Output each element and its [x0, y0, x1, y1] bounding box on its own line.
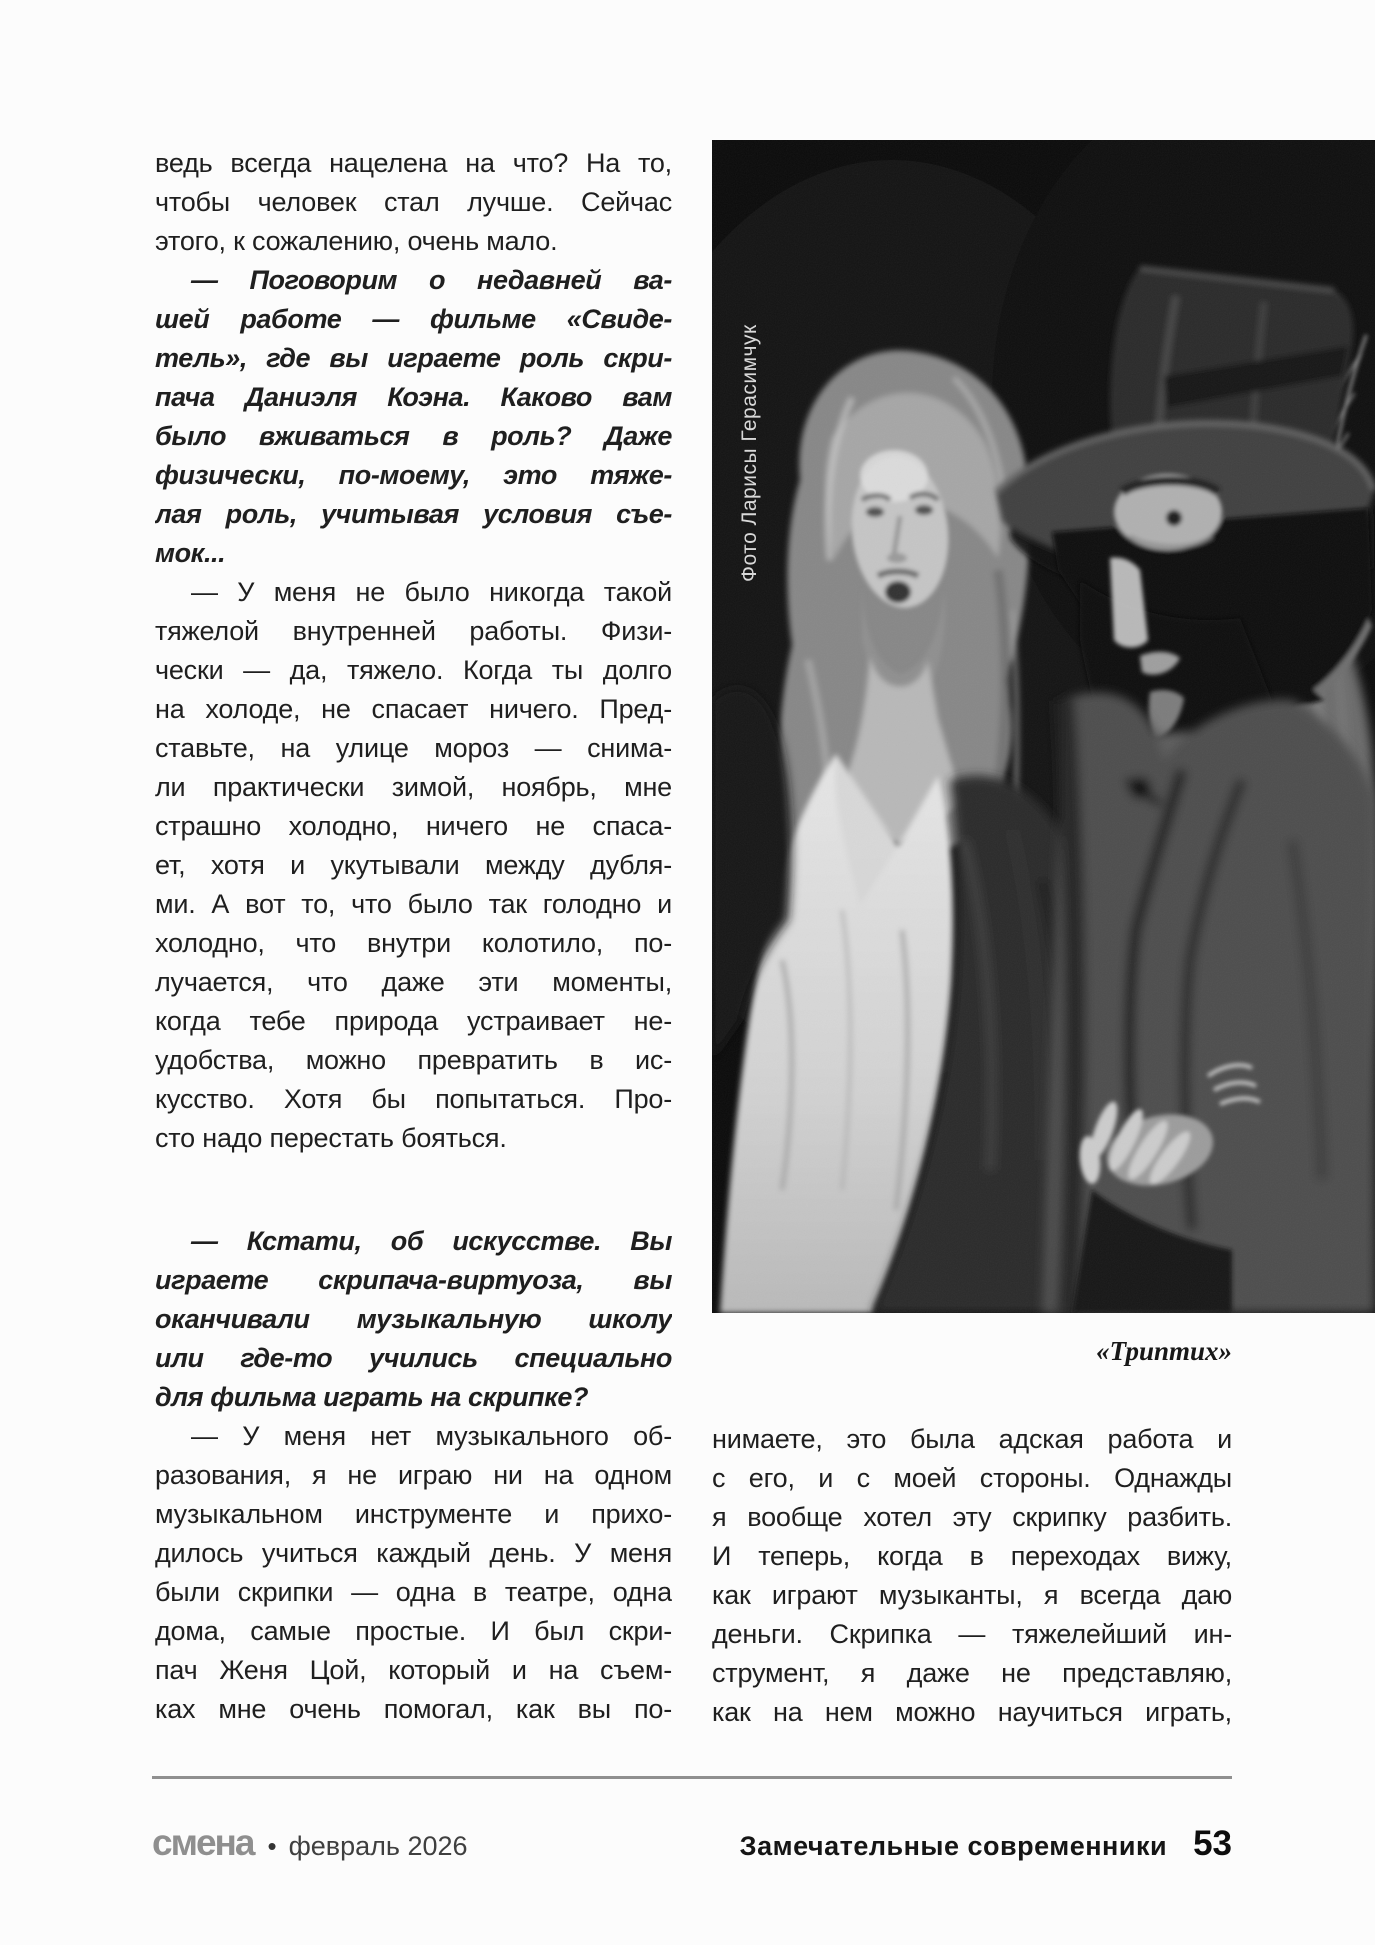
text-line: с его, и с моей стороны. Однажды [712, 1463, 1232, 1493]
bullet-separator: • [267, 1831, 277, 1861]
text-line: И теперь, когда в переходах вижу, [712, 1541, 1232, 1571]
footer-rule [152, 1776, 1232, 1779]
text-line: — У меня не было никогда такой [191, 577, 672, 607]
footer-right [740, 1824, 1232, 1864]
text-line: были скрипки — одна в театре, одна [155, 1577, 672, 1607]
question-paragraph [155, 1222, 672, 1417]
text-line: — Кстати, об искусстве. Вы [191, 1226, 672, 1256]
text-line: ведь всегда нацелена на что? На то, [155, 148, 672, 178]
footer-issue-date: февраль 2026 [288, 1831, 468, 1861]
text-line: страшно холодно, ничего не спаса- [155, 811, 672, 841]
footer-left [152, 1822, 468, 1864]
text-line: пач Женя Цой, который и на съем- [155, 1655, 672, 1685]
text-line: когда тебе природа устраивает не- [155, 1006, 672, 1036]
text-line: как на нем можно научиться играть, [712, 1697, 1232, 1727]
photo-triptih [712, 140, 1375, 1313]
text-line: музыкальном инструменте и прихо- [155, 1499, 672, 1529]
text-line: было вживаться в роль? Даже [155, 421, 672, 451]
text-line: ет, хотя и укутывали между дубля- [155, 850, 672, 880]
text-line: пача Даниэля Коэна. Каково вам [155, 382, 672, 412]
text-line: разования, я не играю ни на одном [155, 1460, 672, 1490]
text-line: холодно, что внутри колотило, по- [155, 928, 672, 958]
text-line: — У меня нет музыкального об- [191, 1421, 672, 1451]
text-line: мок... [155, 538, 226, 568]
text-line: я вообще хотел эту скрипку разбить. [712, 1502, 1232, 1532]
text-line: или где-то учились специально [155, 1343, 672, 1373]
article-left-column [155, 144, 672, 1729]
text-line: шей работе — фильме «Свиде- [155, 304, 672, 334]
page-footer [152, 1822, 1232, 1864]
page-number: 53 [1193, 1824, 1232, 1863]
article-right-column [712, 1420, 1232, 1732]
question-paragraph [155, 261, 672, 573]
footer-rubric: Замечательные современники [739, 1831, 1168, 1861]
text-line: тель», где вы играете роль скри- [155, 343, 672, 373]
text-line: лучается, что даже эти моменты, [155, 967, 672, 997]
text-line: чески — да, тяжело. Когда ты долго [155, 655, 672, 685]
text-line: — Поговорим о недавней ва- [191, 265, 672, 295]
text-line: удобства, можно превратить в ис- [155, 1045, 672, 1075]
answer-paragraph [155, 144, 672, 261]
answer-paragraph [155, 573, 672, 1158]
text-line: кусство. Хотя бы попытаться. Про- [155, 1084, 672, 1114]
text-line: дилось учиться каждый день. У меня [155, 1538, 672, 1568]
text-line: ставьте, на улице мороз — снима- [155, 733, 672, 763]
answer-paragraph [712, 1420, 1232, 1732]
answer-paragraph [155, 1417, 672, 1729]
text-line: ках мне очень помогал, как вы по- [155, 1694, 672, 1724]
text-line: на холоде, не спасает ничего. Пред- [155, 694, 672, 724]
text-line: оканчивали музыкальную школу [155, 1304, 672, 1334]
text-line: этого, к сожалению, очень мало. [155, 226, 558, 256]
text-line: ли практически зимой, ноябрь, мне [155, 772, 672, 802]
photo-caption: «Триптих» [1096, 1336, 1232, 1366]
text-line: лая роль, учитывая условия съе- [155, 499, 672, 529]
text-line: для фильма играть на скрипке? [155, 1382, 589, 1412]
photo-illustration [712, 140, 1375, 1313]
text-line: дома, самые простые. И был скри- [155, 1616, 672, 1646]
text-line: играете скрипача-виртуоза, вы [155, 1265, 672, 1295]
text-line: как играют музыканты, я всегда даю [712, 1580, 1232, 1610]
magazine-logo: смена [152, 1822, 254, 1863]
text-line: физически, по-моему, это тяже- [155, 460, 672, 490]
text-line: нимаете, это была адская работа и [712, 1424, 1232, 1454]
photo-credit: Фото Ларисы Герасимчук [738, 324, 761, 582]
text-line: деньги. Скрипка — тяжелейший ин- [712, 1619, 1232, 1649]
text-line: чтобы человек стал лучше. Сейчас [155, 187, 672, 217]
text-line: струмент, я даже не представляю, [712, 1658, 1232, 1688]
text-line: ми. А вот то, что было так голодно и [155, 889, 672, 919]
text-line: тяжелой внутренней работы. Физи- [155, 616, 672, 646]
text-line: сто надо перестать бояться. [155, 1123, 507, 1153]
